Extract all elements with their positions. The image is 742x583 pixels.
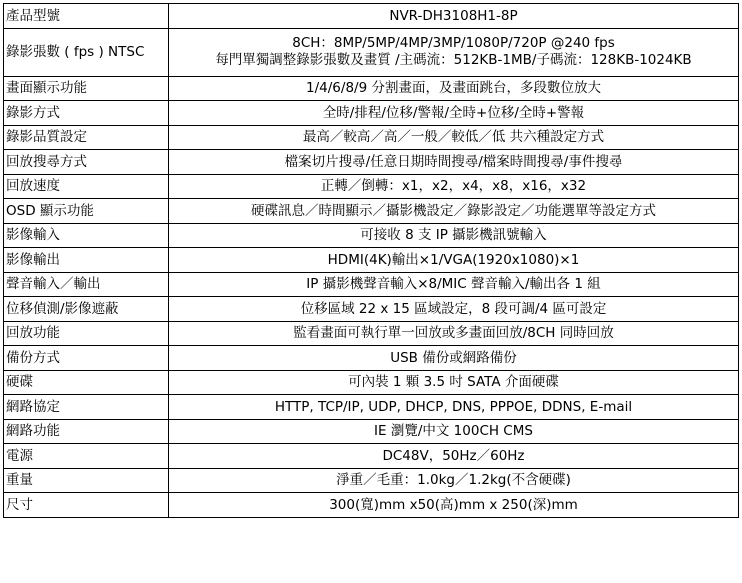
- spec-row-recording-mode: [4, 101, 739, 126]
- row-label: 畫面顯示功能: [4, 76, 169, 101]
- row-label: 影像輸入: [4, 223, 169, 248]
- spec-row-motion-mask: [4, 297, 739, 322]
- row-value: 最高／較高／高／一般／較低／低 共六種設定方式: [169, 125, 739, 150]
- row-value: 可內裝 1 顆 3.5 吋 SATA 介面硬碟: [169, 370, 739, 395]
- row-label: 網路功能: [4, 419, 169, 444]
- spec-row-display: [4, 76, 739, 101]
- row-label: OSD 顯示功能: [4, 199, 169, 224]
- row-value: NVR-DH3108H1-8P: [169, 4, 739, 29]
- row-value: 淨重／毛重：1.0kg／1.2kg(不含硬碟): [169, 468, 739, 493]
- row-label: 回放功能: [4, 321, 169, 346]
- row-label: 網路協定: [4, 395, 169, 420]
- row-label: 重量: [4, 468, 169, 493]
- row-value: DC48V，50Hz／60Hz: [169, 444, 739, 469]
- row-label: 硬碟: [4, 370, 169, 395]
- spec-row-osd: [4, 199, 739, 224]
- row-value: 全時/排程/位移/警報/全時+位移/全時+警報: [169, 101, 739, 126]
- spec-row-backup: [4, 346, 739, 371]
- row-label: 位移偵測/影像遮蔽: [4, 297, 169, 322]
- row-label: 電源: [4, 444, 169, 469]
- row-value: 位移區域 22 x 15 區域設定，8 段可調/4 區可設定: [169, 297, 739, 322]
- spec-row-playback-search: [4, 150, 739, 175]
- spec-row-audio: [4, 272, 739, 297]
- spec-row-recording-quality: [4, 125, 739, 150]
- row-label: 產品型號: [4, 4, 169, 29]
- row-value: HTTP, TCP/IP, UDP, DHCP, DNS, PPPOE, DDNS, E-mail: [169, 395, 739, 420]
- row-label: 影像輸出: [4, 248, 169, 273]
- spec-row-playback: [4, 321, 739, 346]
- spec-table: [3, 3, 739, 518]
- spec-row-video-output: [4, 248, 739, 273]
- row-value: 可接收 8 支 IP 攝影機訊號輸入: [169, 223, 739, 248]
- spec-row-weight: [4, 468, 739, 493]
- row-label: 回放速度: [4, 174, 169, 199]
- row-value: IP 攝影機聲音輸入×8/MIC 聲音輸入/輸出各 1 組: [169, 272, 739, 297]
- spec-row-model: [4, 4, 739, 29]
- row-label: 錄影張數 ( fps ) NTSC: [4, 28, 169, 76]
- row-label: 錄影方式: [4, 101, 169, 126]
- spec-row-power: [4, 444, 739, 469]
- spec-row-playback-speed: [4, 174, 739, 199]
- row-value: [169, 28, 739, 76]
- row-value-line: 每門單獨調整錄影張數及畫質 /主碼流：512KB-1MB/子碼流：128KB-1024KB: [215, 52, 692, 68]
- row-value-line: 8CH：8MP/5MP/4MP/3MP/1080P/720P @240 fps: [292, 35, 615, 51]
- row-label: 尺寸: [4, 493, 169, 518]
- row-value: 監看畫面可執行單一回放或多畫面回放/8CH 同時回放: [169, 321, 739, 346]
- spec-row-hdd: [4, 370, 739, 395]
- spec-row-dimensions: [4, 493, 739, 518]
- row-value: 檔案切片搜尋/任意日期時間搜尋/檔案時間搜尋/事件搜尋: [169, 150, 739, 175]
- row-value: IE 瀏覽/中文 100CH CMS: [169, 419, 739, 444]
- row-value: 1/4/6/8/9 分割畫面，及畫面跳台，多段數位放大: [169, 76, 739, 101]
- spec-row-network-function: [4, 419, 739, 444]
- row-label: 錄影品質設定: [4, 125, 169, 150]
- row-value: USB 備份或網路備份: [169, 346, 739, 371]
- row-value: HDMI(4K)輸出×1/VGA(1920x1080)×1: [169, 248, 739, 273]
- spec-row-network-protocol: [4, 395, 739, 420]
- row-value: 300(寬)mm x50(高)mm x 250(深)mm: [169, 493, 739, 518]
- row-label: 聲音輸入／輸出: [4, 272, 169, 297]
- spec-row-recording-fps: [4, 28, 739, 76]
- spec-row-video-input: [4, 223, 739, 248]
- row-value: 正轉／倒轉：x1，x2，x4，x8，x16，x32: [169, 174, 739, 199]
- row-label: 備份方式: [4, 346, 169, 371]
- row-label: 回放搜尋方式: [4, 150, 169, 175]
- row-value: 硬碟訊息／時間顯示／攝影機設定／錄影設定／功能選單等設定方式: [169, 199, 739, 224]
